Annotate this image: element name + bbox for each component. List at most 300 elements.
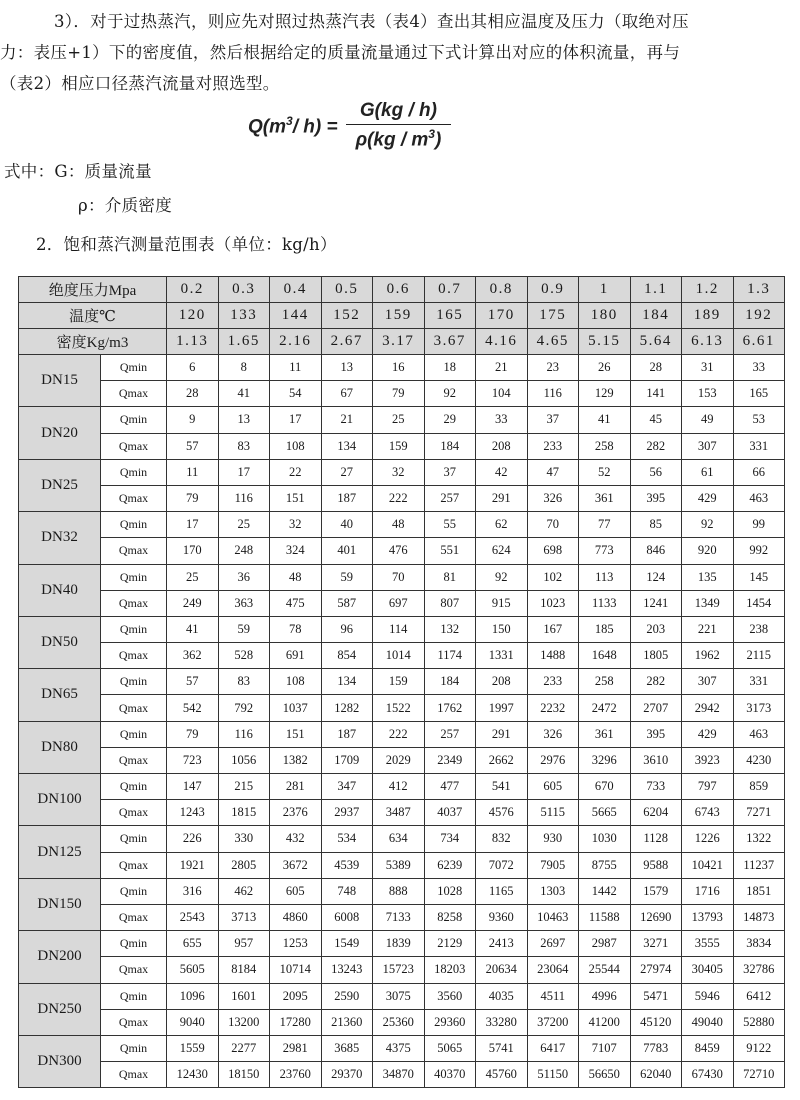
qmin-value: 17	[218, 459, 270, 485]
qmin-value: 1030	[579, 826, 631, 852]
header-row	[19, 303, 785, 329]
qmax-value: 8755	[579, 852, 631, 878]
qmax-value: 51150	[527, 1062, 579, 1088]
qmin-value: 534	[321, 826, 373, 852]
header-value: 120	[167, 303, 219, 329]
pipe-size-cell: DN50	[19, 616, 101, 668]
qmin-value: 5741	[476, 1035, 528, 1061]
formula-lhs-tail: / h) =	[292, 115, 338, 137]
qmax-value: 4037	[424, 800, 476, 826]
qmax-value: 1382	[270, 747, 322, 773]
table-row	[19, 983, 785, 1009]
qmax-value: 5665	[579, 800, 631, 826]
header-value: 3.67	[424, 329, 476, 355]
qmax-value: 187	[321, 485, 373, 511]
qmin-value: 462	[218, 878, 270, 904]
qmax-value: 15723	[373, 957, 425, 983]
qmax-value: 79	[167, 485, 219, 511]
header-value: 0.9	[527, 277, 579, 303]
saturated-steam-range-table	[18, 276, 785, 1088]
qmax-value: 2115	[733, 643, 785, 669]
qmax-value: 10421	[682, 852, 734, 878]
qmax-value: 233	[527, 433, 579, 459]
qmin-label: Qmin	[101, 878, 167, 904]
header-value: 6.13	[682, 329, 734, 355]
qmin-value: 187	[321, 721, 373, 747]
qmax-value: 32786	[733, 957, 785, 983]
qmax-value: 13200	[218, 1009, 270, 1035]
qmin-value: 11	[167, 459, 219, 485]
header-value: 3.17	[373, 329, 425, 355]
table-row	[19, 774, 785, 800]
qmin-value: 42	[476, 459, 528, 485]
table-row	[19, 616, 785, 642]
qmin-label: Qmin	[101, 459, 167, 485]
qmax-value: 1349	[682, 590, 734, 616]
qmax-value: 1709	[321, 747, 373, 773]
qmax-value: 2937	[321, 800, 373, 826]
qmin-value: 1128	[630, 826, 682, 852]
qmax-value: 1488	[527, 643, 579, 669]
qmin-value: 4375	[373, 1035, 425, 1061]
qmin-value: 215	[218, 774, 270, 800]
qmax-value: 5115	[527, 800, 579, 826]
qmax-value: 7271	[733, 800, 785, 826]
qmin-value: 6417	[527, 1035, 579, 1061]
qmin-value: 27	[321, 459, 373, 485]
qmax-value: 463	[733, 485, 785, 511]
qmax-value: 6008	[321, 904, 373, 930]
qmax-value: 9360	[476, 904, 528, 930]
header-value: 4.16	[476, 329, 528, 355]
table-row	[19, 852, 785, 878]
qmax-value: 104	[476, 381, 528, 407]
header-value: 1.2	[682, 277, 734, 303]
qmin-value: 2277	[218, 1035, 270, 1061]
qmax-value: 248	[218, 538, 270, 564]
qmin-value: 48	[373, 512, 425, 538]
header-value: 5.64	[630, 329, 682, 355]
qmin-value: 32	[270, 512, 322, 538]
header-value: 0.4	[270, 277, 322, 303]
qmin-value: 634	[373, 826, 425, 852]
qmax-value: 624	[476, 538, 528, 564]
qmax-value: 1133	[579, 590, 631, 616]
table-row	[19, 931, 785, 957]
qmax-value: 116	[527, 381, 579, 407]
qmax-value: 23064	[527, 957, 579, 983]
qmax-value: 141	[630, 381, 682, 407]
header-value: 0.7	[424, 277, 476, 303]
qmin-value: 233	[527, 669, 579, 695]
qmax-value: 258	[579, 433, 631, 459]
qmin-value: 1226	[682, 826, 734, 852]
qmin-value: 13	[218, 407, 270, 433]
qmax-value: 116	[218, 485, 270, 511]
header-value: 0.5	[321, 277, 373, 303]
qmin-value: 41	[579, 407, 631, 433]
qmax-value: 1648	[579, 643, 631, 669]
qmin-value: 930	[527, 826, 579, 852]
qmax-value: 18150	[218, 1062, 270, 1088]
table-row	[19, 590, 785, 616]
qmin-value: 1028	[424, 878, 476, 904]
qmin-value: 226	[167, 826, 219, 852]
qmin-value: 1096	[167, 983, 219, 1009]
header-value: 170	[476, 303, 528, 329]
header-value: 0.3	[218, 277, 270, 303]
qmin-value: 134	[321, 669, 373, 695]
qmin-value: 59	[321, 564, 373, 590]
qmin-value: 18	[424, 355, 476, 381]
qmin-value: 5471	[630, 983, 682, 1009]
qmin-value: 3560	[424, 983, 476, 1009]
qmin-value: 258	[579, 669, 631, 695]
qmin-value: 45	[630, 407, 682, 433]
qmax-value: 72710	[733, 1062, 785, 1088]
qmax-value: 697	[373, 590, 425, 616]
header-row	[19, 277, 785, 303]
qmin-value: 888	[373, 878, 425, 904]
qmax-value: 4230	[733, 747, 785, 773]
qmin-value: 23	[527, 355, 579, 381]
header-value: 189	[682, 303, 734, 329]
qmin-value: 203	[630, 616, 682, 642]
pipe-size-cell: DN80	[19, 721, 101, 773]
qmax-label: Qmax	[101, 695, 167, 721]
header-value: 133	[218, 303, 270, 329]
table-row	[19, 512, 785, 538]
qmin-value: 316	[167, 878, 219, 904]
qmax-value: 363	[218, 590, 270, 616]
qmax-value: 362	[167, 643, 219, 669]
qmin-value: 57	[167, 669, 219, 695]
qmax-value: 13793	[682, 904, 734, 930]
qmin-value: 331	[733, 669, 785, 695]
table-row	[19, 1009, 785, 1035]
qmin-value: 395	[630, 721, 682, 747]
qmin-value: 9	[167, 407, 219, 433]
formula-lhs	[248, 114, 338, 138]
qmax-value: 1243	[167, 800, 219, 826]
table-row	[19, 433, 785, 459]
qmax-value: 2029	[373, 747, 425, 773]
qmax-value: 2976	[527, 747, 579, 773]
qmax-value: 134	[321, 433, 373, 459]
qmin-value: 40	[321, 512, 373, 538]
qmin-value: 17	[167, 512, 219, 538]
qmin-value: 159	[373, 669, 425, 695]
qmax-value: 992	[733, 538, 785, 564]
header-value: 4.65	[527, 329, 579, 355]
qmin-value: 102	[527, 564, 579, 590]
qmax-value: 3610	[630, 747, 682, 773]
qmin-value: 132	[424, 616, 476, 642]
qmin-value: 33	[733, 355, 785, 381]
qmax-value: 79	[373, 381, 425, 407]
qmin-value: 281	[270, 774, 322, 800]
formula-den-text: ρ(kg / m	[355, 129, 429, 151]
qmin-value: 1549	[321, 931, 373, 957]
qmax-label: Qmax	[101, 590, 167, 616]
qmin-value: 135	[682, 564, 734, 590]
qmax-value: 184	[424, 433, 476, 459]
qmax-value: 151	[270, 485, 322, 511]
qmax-value: 67430	[682, 1062, 734, 1088]
header-value: 1.13	[167, 329, 219, 355]
qmax-value: 62040	[630, 1062, 682, 1088]
qmin-value: 291	[476, 721, 528, 747]
pipe-size-cell: DN300	[19, 1035, 101, 1087]
qmin-value: 1839	[373, 931, 425, 957]
qmin-value: 33	[476, 407, 528, 433]
qmax-value: 18203	[424, 957, 476, 983]
header-value: 180	[579, 303, 631, 329]
volume-flow-formula	[248, 100, 451, 151]
table-row	[19, 957, 785, 983]
qmax-value: 23760	[270, 1062, 322, 1088]
qmin-value: 3555	[682, 931, 734, 957]
qmin-value: 47	[527, 459, 579, 485]
qmax-value: 11237	[733, 852, 785, 878]
pipe-size-cell: DN65	[19, 669, 101, 721]
formula-denominator	[346, 125, 452, 151]
formula-fraction	[346, 100, 452, 151]
qmin-value: 347	[321, 774, 373, 800]
intro-line-3: （表2）相应口径蒸汽流量对照选型。	[0, 74, 280, 93]
qmin-value: 2697	[527, 931, 579, 957]
qmin-label: Qmin	[101, 983, 167, 1009]
qmax-value: 27974	[630, 957, 682, 983]
qmin-value: 670	[579, 774, 631, 800]
qmin-value: 208	[476, 669, 528, 695]
qmin-value: 92	[476, 564, 528, 590]
qmax-value: 12690	[630, 904, 682, 930]
qmax-value: 1962	[682, 643, 734, 669]
qmin-value: 733	[630, 774, 682, 800]
qmin-value: 1165	[476, 878, 528, 904]
qmax-value: 14873	[733, 904, 785, 930]
qmax-value: 723	[167, 747, 219, 773]
qmin-value: 2095	[270, 983, 322, 1009]
header-value: 2.67	[321, 329, 373, 355]
header-value: 192	[733, 303, 785, 329]
qmax-value: 249	[167, 590, 219, 616]
qmin-value: 1303	[527, 878, 579, 904]
qmax-value: 13243	[321, 957, 373, 983]
qmin-value: 1559	[167, 1035, 219, 1061]
qmin-value: 3271	[630, 931, 682, 957]
table-row	[19, 485, 785, 511]
qmin-value: 6	[167, 355, 219, 381]
qmin-label: Qmin	[101, 407, 167, 433]
qmax-value: 1014	[373, 643, 425, 669]
qmin-value: 70	[373, 564, 425, 590]
qmax-value: 528	[218, 643, 270, 669]
table-row	[19, 564, 785, 590]
header-value: 1.1	[630, 277, 682, 303]
qmax-value: 282	[630, 433, 682, 459]
table-row	[19, 904, 785, 930]
qmax-value: 6239	[424, 852, 476, 878]
header-label: 绝度压力Mpa	[19, 277, 167, 303]
header-value: 1	[579, 277, 631, 303]
qmin-value: 31	[682, 355, 734, 381]
header-label: 密度Kg/m3	[19, 329, 167, 355]
qmax-value: 773	[579, 538, 631, 564]
qmax-value: 429	[682, 485, 734, 511]
section-heading: 2．饱和蒸汽测量范围表（单位：kg/h）	[36, 235, 337, 254]
qmax-value: 2543	[167, 904, 219, 930]
qmin-value: 66	[733, 459, 785, 485]
table-row	[19, 538, 785, 564]
qmin-value: 32	[373, 459, 425, 485]
qmin-value: 37	[424, 459, 476, 485]
header-value: 159	[373, 303, 425, 329]
header-value: 6.61	[733, 329, 785, 355]
qmin-value: 1322	[733, 826, 785, 852]
qmax-value: 792	[218, 695, 270, 721]
qmax-value: 83	[218, 433, 270, 459]
qmin-value: 605	[270, 878, 322, 904]
qmax-value: 165	[733, 381, 785, 407]
pipe-size-cell: DN20	[19, 407, 101, 459]
qmin-label: Qmin	[101, 1035, 167, 1061]
note-mass-flow: 式中：G：质量流量	[4, 162, 152, 181]
qmax-value: 222	[373, 485, 425, 511]
qmax-value: 257	[424, 485, 476, 511]
table-row	[19, 381, 785, 407]
qmax-value: 7905	[527, 852, 579, 878]
qmax-value: 1241	[630, 590, 682, 616]
qmax-value: 7072	[476, 852, 528, 878]
qmin-value: 1716	[682, 878, 734, 904]
qmin-value: 1601	[218, 983, 270, 1009]
qmax-value: 170	[167, 538, 219, 564]
qmin-value: 145	[733, 564, 785, 590]
qmax-value: 2662	[476, 747, 528, 773]
qmin-value: 185	[579, 616, 631, 642]
qmin-value: 330	[218, 826, 270, 852]
qmax-label: Qmax	[101, 1009, 167, 1035]
qmin-value: 56	[630, 459, 682, 485]
qmin-label: Qmin	[101, 721, 167, 747]
qmax-value: 326	[527, 485, 579, 511]
qmax-value: 2472	[579, 695, 631, 721]
qmax-label: Qmax	[101, 381, 167, 407]
qmax-value: 1023	[527, 590, 579, 616]
qmin-value: 77	[579, 512, 631, 538]
qmax-value: 5389	[373, 852, 425, 878]
pipe-size-cell: DN150	[19, 878, 101, 930]
pipe-size-cell: DN125	[19, 826, 101, 878]
qmin-value: 859	[733, 774, 785, 800]
qmin-value: 92	[682, 512, 734, 538]
qmin-value: 3075	[373, 983, 425, 1009]
qmax-value: 291	[476, 485, 528, 511]
qmax-value: 9588	[630, 852, 682, 878]
intro-line-1: 3）．对于过热蒸汽，则应先对照过热蒸汽表（表4）查出其相应温度及压力（取绝对压	[54, 12, 689, 31]
qmax-label: Qmax	[101, 538, 167, 564]
qmax-value: 153	[682, 381, 734, 407]
qmin-value: 282	[630, 669, 682, 695]
qmax-value: 361	[579, 485, 631, 511]
qmax-value: 1805	[630, 643, 682, 669]
qmax-value: 1056	[218, 747, 270, 773]
qmin-value: 429	[682, 721, 734, 747]
qmin-value: 1851	[733, 878, 785, 904]
qmin-value: 49	[682, 407, 734, 433]
qmax-value: 54	[270, 381, 322, 407]
qmin-value: 28	[630, 355, 682, 381]
qmax-value: 108	[270, 433, 322, 459]
qmax-value: 915	[476, 590, 528, 616]
qmin-value: 83	[218, 669, 270, 695]
qmax-value: 45120	[630, 1009, 682, 1035]
note-density: ρ：介质密度	[78, 196, 173, 215]
qmin-value: 734	[424, 826, 476, 852]
header-value: 0.8	[476, 277, 528, 303]
qmax-value: 846	[630, 538, 682, 564]
qmax-value: 29360	[424, 1009, 476, 1035]
formula-den-sup: 3	[428, 127, 435, 141]
qmin-value: 832	[476, 826, 528, 852]
table-row	[19, 643, 785, 669]
qmax-value: 401	[321, 538, 373, 564]
qmax-label: Qmax	[101, 433, 167, 459]
qmin-value: 2129	[424, 931, 476, 957]
qmax-value: 3487	[373, 800, 425, 826]
qmin-value: 222	[373, 721, 425, 747]
qmin-value: 17	[270, 407, 322, 433]
table-row	[19, 669, 785, 695]
qmin-value: 108	[270, 669, 322, 695]
qmax-value: 1454	[733, 590, 785, 616]
qmin-value: 2413	[476, 931, 528, 957]
qmax-value: 1037	[270, 695, 322, 721]
qmax-value: 25544	[579, 957, 631, 983]
qmax-label: Qmax	[101, 957, 167, 983]
qmin-value: 52	[579, 459, 631, 485]
qmin-value: 78	[270, 616, 322, 642]
qmax-value: 21360	[321, 1009, 373, 1035]
qmax-value: 3672	[270, 852, 322, 878]
qmax-value: 475	[270, 590, 322, 616]
qmax-value: 29370	[321, 1062, 373, 1088]
qmax-value: 691	[270, 643, 322, 669]
qmin-value: 2590	[321, 983, 373, 1009]
qmax-value: 4860	[270, 904, 322, 930]
qmax-value: 20634	[476, 957, 528, 983]
qmin-value: 326	[527, 721, 579, 747]
qmin-label: Qmin	[101, 355, 167, 381]
qmax-value: 1282	[321, 695, 373, 721]
qmax-value: 1522	[373, 695, 425, 721]
qmax-value: 1921	[167, 852, 219, 878]
qmin-value: 55	[424, 512, 476, 538]
qmin-value: 4996	[579, 983, 631, 1009]
qmin-label: Qmin	[101, 931, 167, 957]
qmin-value: 307	[682, 669, 734, 695]
qmin-value: 4511	[527, 983, 579, 1009]
qmax-value: 395	[630, 485, 682, 511]
qmin-value: 167	[527, 616, 579, 642]
qmin-value: 79	[167, 721, 219, 747]
qmax-value: 920	[682, 538, 734, 564]
header-row	[19, 329, 785, 355]
qmin-value: 114	[373, 616, 425, 642]
qmin-value: 412	[373, 774, 425, 800]
